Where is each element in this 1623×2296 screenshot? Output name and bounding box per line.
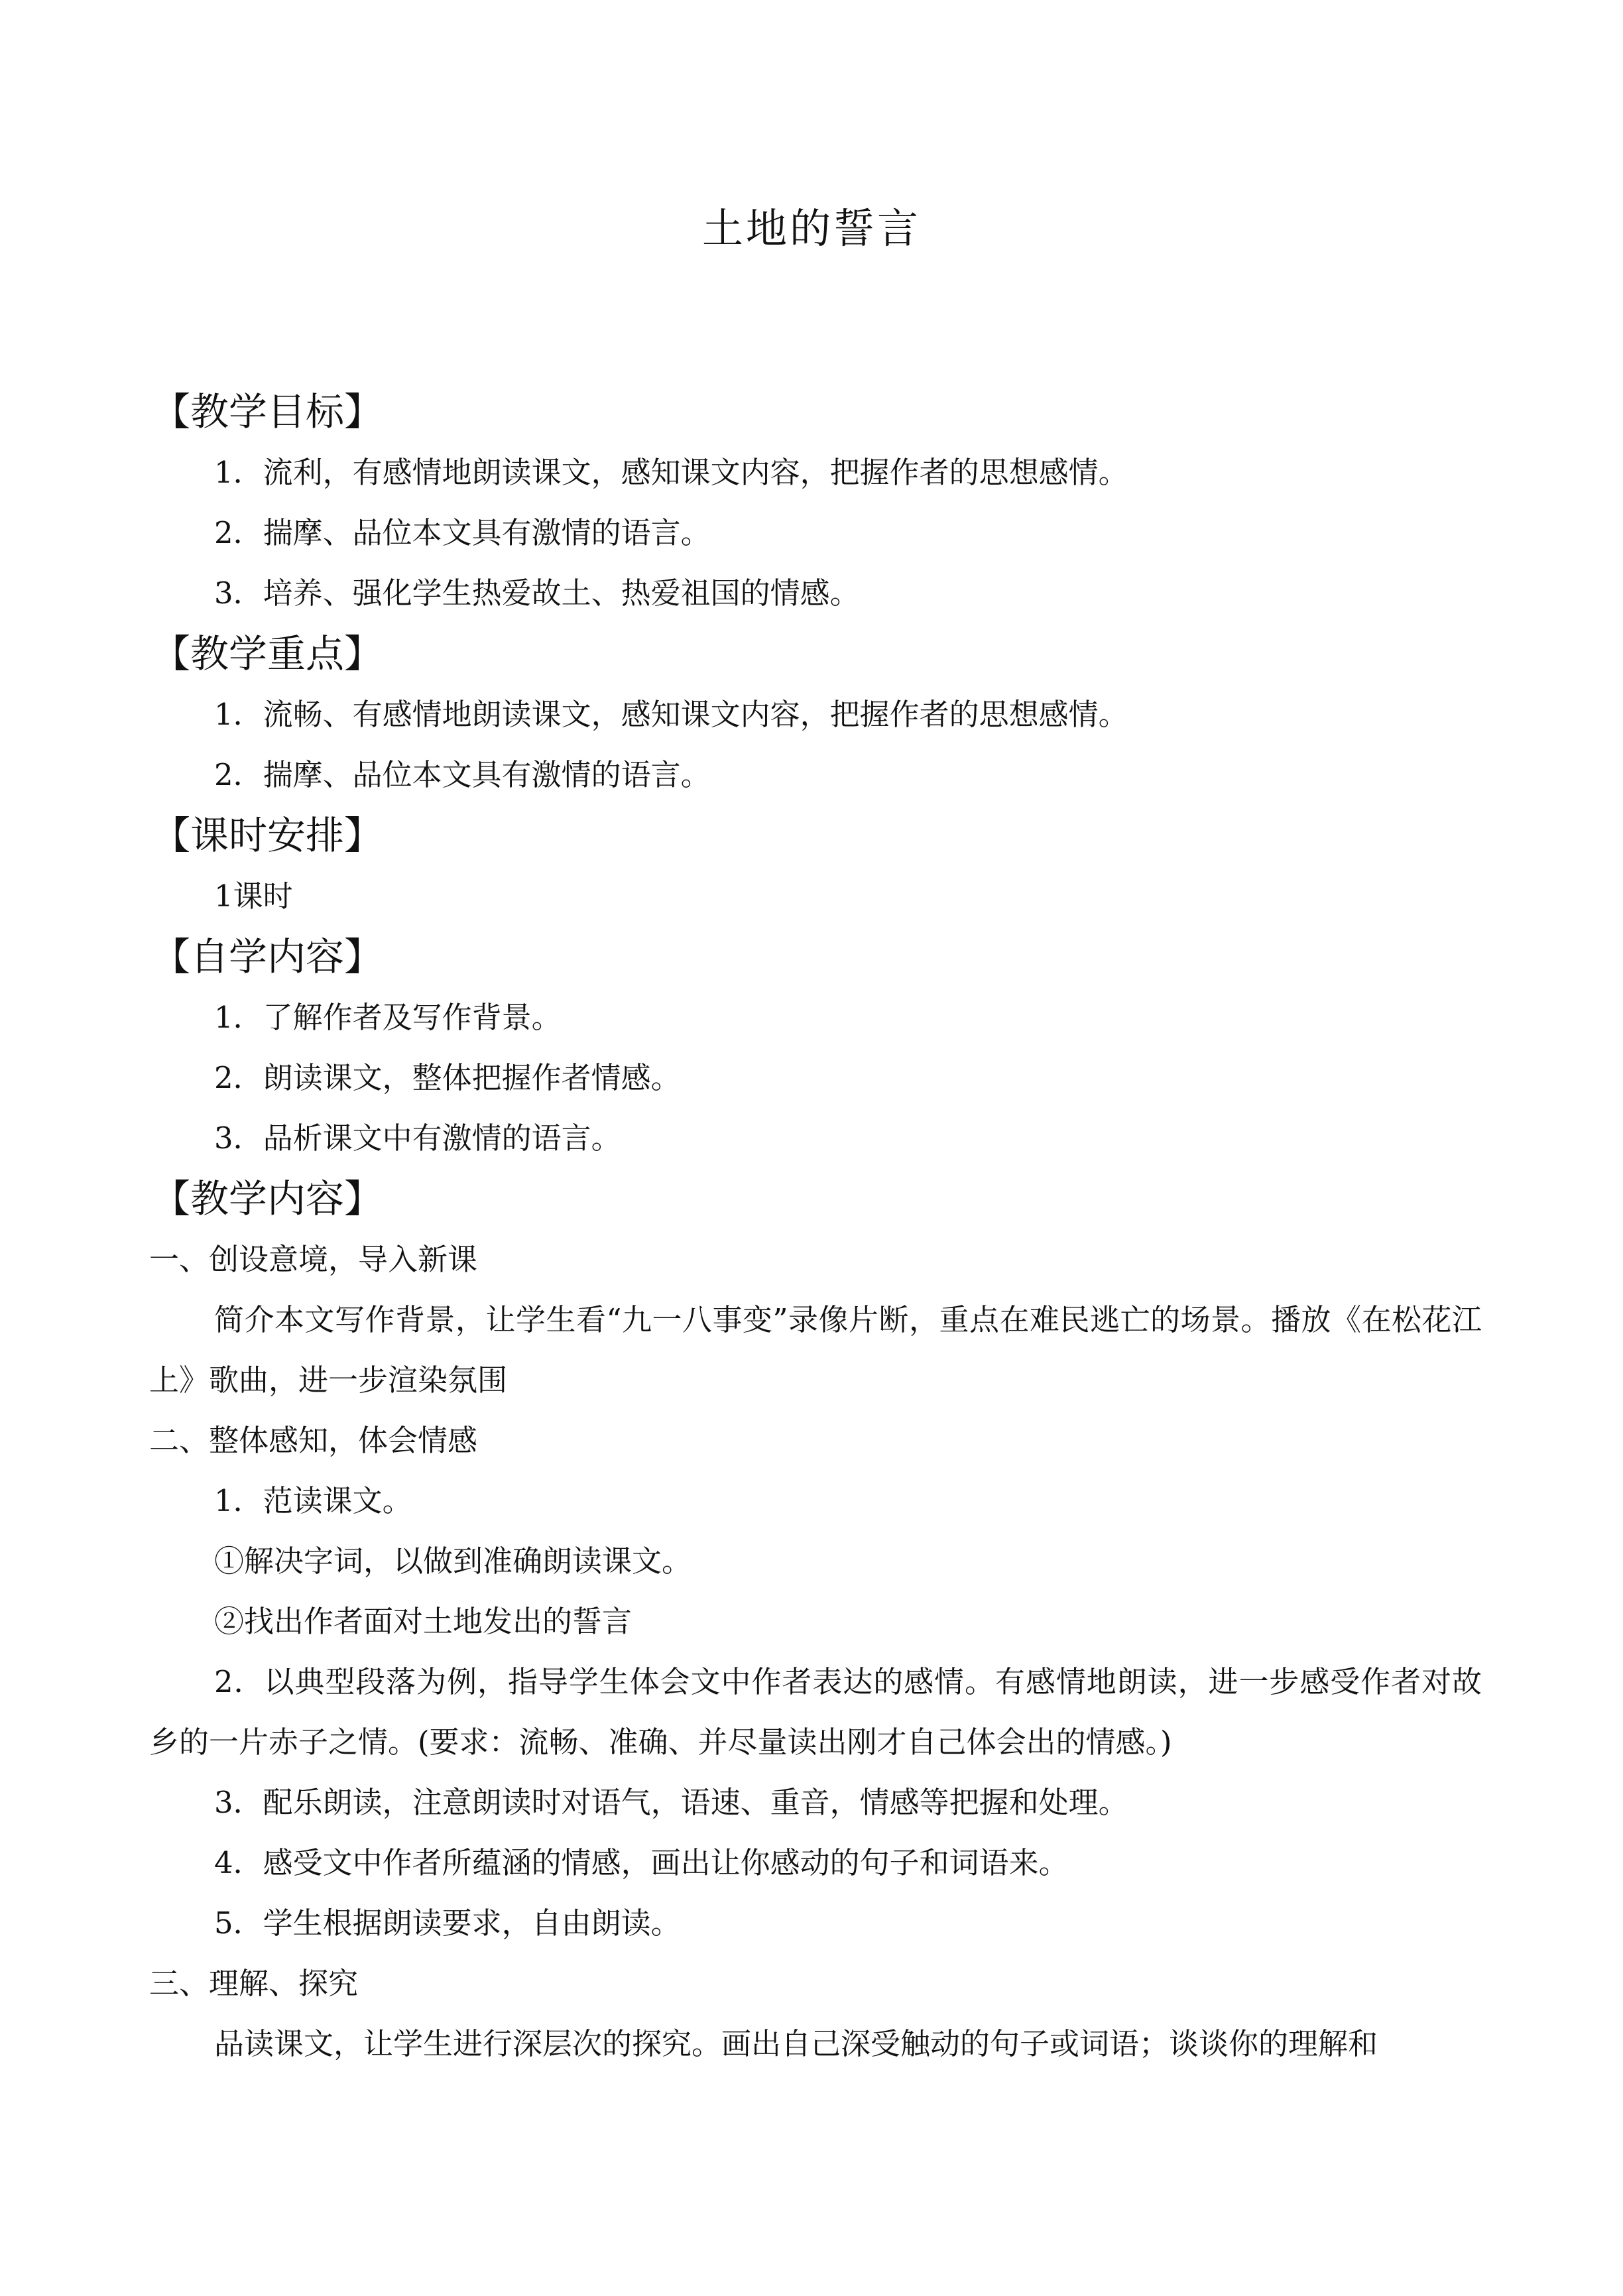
section-heading-self-study: 【自学内容】 bbox=[152, 934, 383, 979]
section-heading-goals: 【教学目标】 bbox=[152, 389, 383, 434]
part-title-1: 一、创设意境，导入新课 bbox=[149, 1242, 478, 1277]
key-point-item: 2．揣摩、品位本文具有激情的语言。 bbox=[214, 757, 711, 792]
part-2-step-5: 5．学生根据朗读要求，自由朗读。 bbox=[214, 1905, 681, 1941]
part-2-sub-2: ②找出作者面对土地发出的誓言 bbox=[214, 1604, 632, 1639]
part-3-paragraph: 品读课文，让学生进行深层次的探究。画出自己深受触动的句子或词语；谈谈你的理解和 bbox=[214, 2026, 1378, 2061]
part-1-paragraph: 简介本文写作背景，让学生看“九一八事变”录像片断，重点在难民逃亡的场景。播放《在松花江上》歌曲，进一步渲染氛围 bbox=[149, 1302, 1482, 1398]
self-study-item: 3．品析课文中有激情的语言。 bbox=[214, 1120, 621, 1156]
part-title-3: 三、理解、探究 bbox=[149, 1966, 359, 2001]
document-body bbox=[149, 381, 1482, 2074]
document-title: 土地的誓言 bbox=[701, 204, 921, 253]
key-point-item: 1．流畅、有感情地朗读课文，感知课文内容，把握作者的思想感情。 bbox=[214, 697, 1128, 732]
section-heading-key-points: 【教学重点】 bbox=[152, 631, 383, 676]
goal-item: 3．培养、强化学生热爱故土、热爱祖国的情感。 bbox=[214, 575, 860, 611]
schedule-item: 1课时 bbox=[214, 878, 293, 914]
part-2-step-3: 3．配乐朗读，注意朗读时对语气，语速、重音，情感等把握和处理。 bbox=[214, 1785, 1128, 1820]
self-study-item: 1．了解作者及写作背景。 bbox=[214, 1000, 562, 1035]
goal-item: 1．流利，有感情地朗读课文，感知课文内容，把握作者的思想感情。 bbox=[214, 455, 1128, 490]
part-2-step-1: 1．范读课文。 bbox=[214, 1483, 412, 1518]
goal-item: 2．揣摩、品位本文具有激情的语言。 bbox=[214, 515, 711, 550]
self-study-item: 2．朗读课文，整体把握作者情感。 bbox=[214, 1060, 681, 1095]
part-title-2: 二、整体感知，体会情感 bbox=[149, 1423, 478, 1458]
section-heading-schedule: 【课时安排】 bbox=[152, 813, 383, 858]
part-2-step-2: 2．以典型段落为例，指导学生体会文中作者表达的感情。有感情地朗读，进一步感受作者对故乡的一片赤子之情。(要求：流畅、准确、并尽量读出刚才自己体会出的情感。) bbox=[149, 1664, 1482, 1760]
section-heading-teaching: 【教学内容】 bbox=[152, 1176, 383, 1221]
part-2-step-4: 4．感受文中作者所蕴涵的情感，画出让你感动的句子和词语来。 bbox=[214, 1845, 1069, 1880]
part-2-sub-1: ①解决字词，以做到准确朗读课文。 bbox=[214, 1543, 692, 1579]
